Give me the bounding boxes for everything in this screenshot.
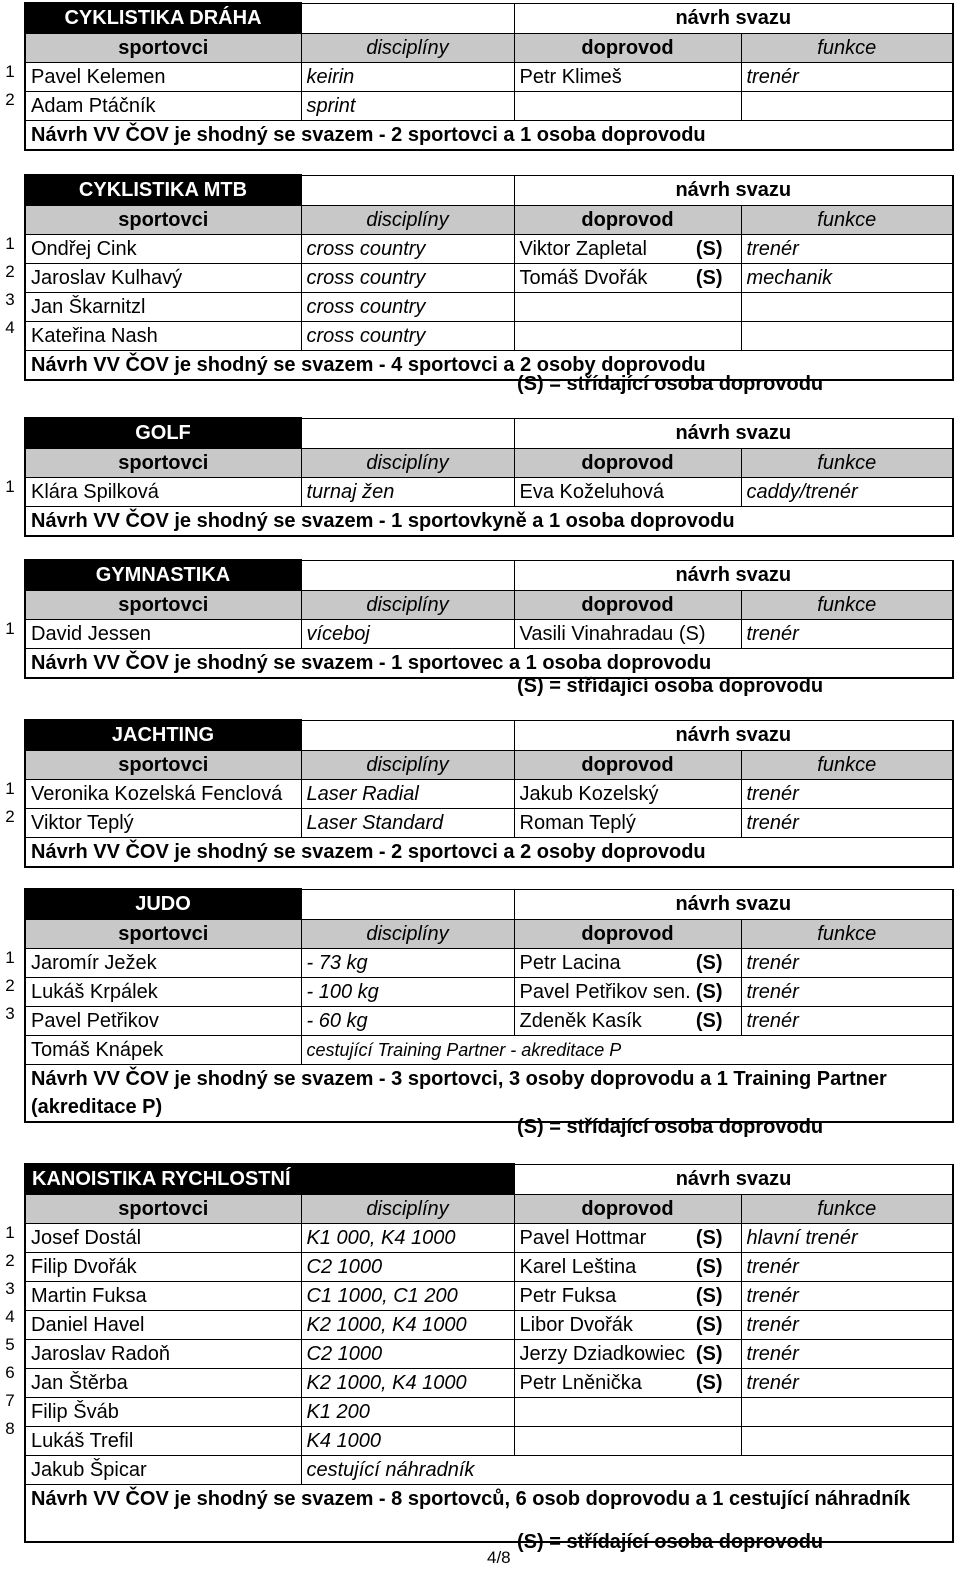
header-funkce: funkce xyxy=(741,33,953,63)
row-number: 1 xyxy=(5,62,15,81)
column-header-row xyxy=(25,590,953,620)
row-number: 1 xyxy=(5,477,15,496)
header-discipliny: disciplíny xyxy=(301,448,514,478)
row-number: 8 xyxy=(5,1419,15,1438)
row-number: 1 xyxy=(5,779,15,798)
header-funkce: funkce xyxy=(741,750,953,780)
athlete-name: Pavel Kelemen xyxy=(25,63,301,92)
extra-note: cestující Training Partner - akreditace P xyxy=(301,1036,953,1065)
navrh-svazu-label: návrh svazu xyxy=(514,720,953,750)
table-row xyxy=(25,1311,953,1340)
escort: Roman Teplý xyxy=(514,809,741,838)
row-number: 7 xyxy=(5,1391,15,1410)
escort xyxy=(514,1398,741,1427)
section-title: GOLF xyxy=(25,418,301,448)
athlete-name: Filip Dvořák xyxy=(25,1253,301,1282)
substitute-legend: (S) = střídající osoba doprovodu xyxy=(517,373,824,395)
header-sportovci: sportovci xyxy=(25,1194,301,1224)
role: trenér xyxy=(741,1369,953,1398)
discipline: víceboj xyxy=(301,620,514,649)
escort: Vasili Vinahradau (S) xyxy=(514,620,741,649)
table-row xyxy=(25,1340,953,1369)
substitute-mark: (S) xyxy=(695,1285,723,1307)
row-number: 3 xyxy=(5,1004,15,1023)
section-title: GYMNASTIKA xyxy=(25,560,301,590)
row-number: 4 xyxy=(5,1307,15,1326)
title-row xyxy=(25,3,953,33)
athlete-name: Jan Štěrba xyxy=(25,1369,301,1398)
escort: Petr Klimeš xyxy=(514,63,741,92)
navrh-svazu-label: návrh svazu xyxy=(514,1164,953,1194)
escort-name: Petr Lacina xyxy=(519,952,621,974)
row-number: 6 xyxy=(5,1363,15,1382)
escort xyxy=(514,1253,741,1282)
section-table xyxy=(24,2,954,151)
discipline: K1 200 xyxy=(301,1398,514,1427)
role: trenér xyxy=(741,1282,953,1311)
row-number: 2 xyxy=(5,262,15,281)
table-row xyxy=(25,620,953,649)
escort xyxy=(514,293,741,322)
title-row xyxy=(25,889,953,919)
discipline: Laser Standard xyxy=(301,809,514,838)
discipline: K2 1000, K4 1000 xyxy=(301,1369,514,1398)
summary-text: Návrh VV ČOV je shodný se svazem - 2 sportovci a 2 osoby doprovodu xyxy=(25,838,953,868)
escort xyxy=(514,1007,741,1036)
table-row-extra xyxy=(25,1036,953,1065)
navrh-svazu-label: návrh svazu xyxy=(514,3,953,33)
header-doprovod: doprovod xyxy=(514,1194,741,1224)
escort-name: Libor Dvořák xyxy=(519,1314,633,1336)
escort xyxy=(514,92,741,121)
title-blank-cell xyxy=(301,175,514,205)
escort xyxy=(514,1311,741,1340)
section-title: JUDO xyxy=(25,889,301,919)
column-header-row xyxy=(25,919,953,949)
escort-name: Viktor Zapletal xyxy=(519,238,647,260)
escort xyxy=(514,1224,741,1253)
table-row xyxy=(25,978,953,1007)
substitute-mark: (S) xyxy=(695,1227,723,1249)
header-doprovod: doprovod xyxy=(514,919,741,949)
role: trenér xyxy=(741,978,953,1007)
header-discipliny: disciplíny xyxy=(301,750,514,780)
discipline: cross country xyxy=(301,322,514,351)
substitute-legend: (S) = střídající osoba doprovodu xyxy=(517,675,824,697)
navrh-svazu-label: návrh svazu xyxy=(514,889,953,919)
header-funkce: funkce xyxy=(741,205,953,235)
header-doprovod: doprovod xyxy=(514,750,741,780)
header-funkce: funkce xyxy=(741,919,953,949)
title-row xyxy=(25,175,953,205)
section-title: KANOISTIKA RYCHLOSTNÍ xyxy=(25,1164,514,1194)
role: trenér xyxy=(741,235,953,264)
table-row xyxy=(25,1282,953,1311)
discipline: C2 1000 xyxy=(301,1340,514,1369)
table-row xyxy=(25,949,953,978)
title-blank-cell xyxy=(301,889,514,919)
substitute-mark: (S) xyxy=(695,1372,723,1394)
summary-row xyxy=(25,121,953,151)
athlete-name: Jan Škarnitzl xyxy=(25,293,301,322)
section-title: CYKLISTIKA MTB xyxy=(25,175,301,205)
discipline: K4 1000 xyxy=(301,1427,514,1456)
athlete-name: Pavel Petřikov xyxy=(25,1007,301,1036)
table-row xyxy=(25,1369,953,1398)
table-row xyxy=(25,63,953,92)
escort-name: Petr Lněnička xyxy=(519,1372,642,1394)
extra-note: cestující náhradník xyxy=(301,1456,953,1485)
athlete-name: Filip Šváb xyxy=(25,1398,301,1427)
row-number: 1 xyxy=(5,234,15,253)
row-number: 1 xyxy=(5,948,15,967)
discipline: cross country xyxy=(301,293,514,322)
escort xyxy=(514,1282,741,1311)
substitute-mark: (S) xyxy=(695,238,723,260)
header-funkce: funkce xyxy=(741,448,953,478)
role: trenér xyxy=(741,949,953,978)
role: trenér xyxy=(741,63,953,92)
table-row xyxy=(25,809,953,838)
table-row xyxy=(25,1224,953,1253)
role xyxy=(741,92,953,121)
athlete-name: Klára Spilková xyxy=(25,478,301,507)
substitute-legend: (S) = střídající osoba doprovodu xyxy=(517,1531,824,1553)
substitute-mark: (S) xyxy=(695,1314,723,1336)
athlete-name: Lukáš Krpálek xyxy=(25,978,301,1007)
substitute-mark: (S) xyxy=(695,1256,723,1278)
discipline: K2 1000, K4 1000 xyxy=(301,1311,514,1340)
escort: Jakub Kozelský xyxy=(514,780,741,809)
row-number: 5 xyxy=(5,1335,15,1354)
header-sportovci: sportovci xyxy=(25,33,301,63)
escort-name: Pavel Petřikov sen. xyxy=(519,981,691,1003)
row-number: 2 xyxy=(5,976,15,995)
escort-name: Karel Leština xyxy=(519,1256,637,1278)
table-row-extra xyxy=(25,1456,953,1485)
header-doprovod: doprovod xyxy=(514,448,741,478)
athlete-name: Josef Dostál xyxy=(25,1224,301,1253)
role: caddy/trenér xyxy=(741,478,953,507)
athlete-name: David Jessen xyxy=(25,620,301,649)
role: trenér xyxy=(741,620,953,649)
role: trenér xyxy=(741,1311,953,1340)
discipline: - 100 kg xyxy=(301,978,514,1007)
page-number: 4/8 xyxy=(487,1548,511,1567)
role: trenér xyxy=(741,809,953,838)
athlete-name: Tomáš Knápek xyxy=(25,1036,301,1065)
table-row xyxy=(25,1398,953,1427)
title-row xyxy=(25,720,953,750)
athlete-name: Jaromír Ježek xyxy=(25,949,301,978)
summary-text: Návrh VV ČOV je shodný se svazem - 8 sportovců, 6 osob doprovodu a 1 cestující náhradník xyxy=(25,1485,953,1543)
discipline: keirin xyxy=(301,63,514,92)
discipline: cross country xyxy=(301,264,514,293)
header-doprovod: doprovod xyxy=(514,590,741,620)
substitute-mark: (S) xyxy=(695,981,723,1003)
table-row xyxy=(25,1253,953,1282)
header-funkce: funkce xyxy=(741,590,953,620)
navrh-svazu-label: návrh svazu xyxy=(514,418,953,448)
title-row xyxy=(25,560,953,590)
header-discipliny: disciplíny xyxy=(301,1194,514,1224)
navrh-svazu-label: návrh svazu xyxy=(514,560,953,590)
substitute-mark: (S) xyxy=(695,267,723,289)
athlete-name: Viktor Teplý xyxy=(25,809,301,838)
row-number: 1 xyxy=(5,1223,15,1242)
section-table xyxy=(24,559,954,679)
escort: Eva Koželuhová xyxy=(514,478,741,507)
athlete-name: Veronika Kozelská Fenclová xyxy=(25,780,301,809)
column-header-row xyxy=(25,1194,953,1224)
escort-name: Petr Fuksa xyxy=(519,1285,617,1307)
role: trenér xyxy=(741,1340,953,1369)
table-row xyxy=(25,293,953,322)
section-table xyxy=(24,719,954,868)
escort xyxy=(514,1340,741,1369)
role xyxy=(741,322,953,351)
athlete-name: Daniel Havel xyxy=(25,1311,301,1340)
escort xyxy=(514,235,741,264)
athlete-name: Jaroslav Radoň xyxy=(25,1340,301,1369)
role: trenér xyxy=(741,1007,953,1036)
role xyxy=(741,1427,953,1456)
row-number: 4 xyxy=(5,318,15,337)
summary-text: Návrh VV ČOV je shodný se svazem - 2 sportovci a 1 osoba doprovodu xyxy=(25,121,953,151)
substitute-mark: (S) xyxy=(695,1343,723,1365)
header-doprovod: doprovod xyxy=(514,205,741,235)
header-funkce: funkce xyxy=(741,1194,953,1224)
role xyxy=(741,293,953,322)
summary-text: Návrh VV ČOV je shodný se svazem - 4 sportovci a 2 osoby doprovodu xyxy=(25,351,953,381)
escort xyxy=(514,322,741,351)
escort-name: Pavel Hottmar xyxy=(519,1227,647,1249)
header-discipliny: disciplíny xyxy=(301,205,514,235)
row-number: 3 xyxy=(5,290,15,309)
escort xyxy=(514,264,741,293)
title-blank-cell xyxy=(301,720,514,750)
athlete-name: Martin Fuksa xyxy=(25,1282,301,1311)
header-sportovci: sportovci xyxy=(25,919,301,949)
table-row xyxy=(25,478,953,507)
substitute-legend: (S) = střídající osoba doprovodu xyxy=(517,1116,824,1138)
discipline: Laser Radial xyxy=(301,780,514,809)
header-sportovci: sportovci xyxy=(25,448,301,478)
title-blank-cell xyxy=(301,418,514,448)
escort xyxy=(514,1369,741,1398)
section-table xyxy=(24,888,954,1123)
discipline: K1 000, K4 1000 xyxy=(301,1224,514,1253)
discipline: C1 1000, C1 200 xyxy=(301,1282,514,1311)
athlete-name: Adam Ptáčník xyxy=(25,92,301,121)
column-header-row xyxy=(25,205,953,235)
escort xyxy=(514,949,741,978)
row-number: 1 xyxy=(5,619,15,638)
role: hlavní trenér xyxy=(741,1224,953,1253)
table-row xyxy=(25,92,953,121)
escort-name: Tomáš Dvořák xyxy=(519,267,648,289)
athlete-name: Ondřej Cink xyxy=(25,235,301,264)
summary-text: Návrh VV ČOV je shodný se svazem - 1 sportovkyně a 1 osoba doprovodu xyxy=(25,507,953,537)
row-number: 2 xyxy=(5,90,15,109)
row-number: 2 xyxy=(5,1251,15,1270)
header-sportovci: sportovci xyxy=(25,750,301,780)
summary-text: Návrh VV ČOV je shodný se svazem - 1 sportovec a 1 osoba doprovodu xyxy=(25,649,953,679)
section-title: CYKLISTIKA DRÁHA xyxy=(25,3,301,33)
title-row xyxy=(25,418,953,448)
column-header-row xyxy=(25,33,953,63)
section-title: JACHTING xyxy=(25,720,301,750)
navrh-svazu-label: návrh svazu xyxy=(514,175,953,205)
header-discipliny: disciplíny xyxy=(301,33,514,63)
athlete-name: Kateřina Nash xyxy=(25,322,301,351)
escort xyxy=(514,1427,741,1456)
row-number: 3 xyxy=(5,1279,15,1298)
table-row xyxy=(25,264,953,293)
role xyxy=(741,1398,953,1427)
athlete-name: Jaroslav Kulhavý xyxy=(25,264,301,293)
row-number: 2 xyxy=(5,807,15,826)
athlete-name: Lukáš Trefil xyxy=(25,1427,301,1456)
section-table xyxy=(24,174,954,381)
discipline: - 73 kg xyxy=(301,949,514,978)
title-blank-cell xyxy=(301,3,514,33)
column-header-row xyxy=(25,448,953,478)
substitute-mark: (S) xyxy=(695,1010,723,1032)
column-header-row xyxy=(25,750,953,780)
table-row xyxy=(25,1007,953,1036)
summary-text: Návrh VV ČOV je shodný se svazem - 3 sportovci, 3 osoby doprovodu a 1 Training Partner (akreditace P) xyxy=(25,1065,953,1123)
discipline: turnaj žen xyxy=(301,478,514,507)
escort-name: Zdeněk Kasík xyxy=(519,1010,642,1032)
discipline: C2 1000 xyxy=(301,1253,514,1282)
header-discipliny: disciplíny xyxy=(301,919,514,949)
header-sportovci: sportovci xyxy=(25,205,301,235)
title-blank-cell xyxy=(301,560,514,590)
role: trenér xyxy=(741,1253,953,1282)
discipline: - 60 kg xyxy=(301,1007,514,1036)
role: mechanik xyxy=(741,264,953,293)
escort-name: Jerzy Dziadkowiec xyxy=(519,1343,686,1365)
header-discipliny: disciplíny xyxy=(301,590,514,620)
discipline: cross country xyxy=(301,235,514,264)
header-doprovod: doprovod xyxy=(514,33,741,63)
table-row xyxy=(25,780,953,809)
table-row xyxy=(25,235,953,264)
table-row xyxy=(25,322,953,351)
section-table xyxy=(24,417,954,537)
role: trenér xyxy=(741,780,953,809)
header-sportovci: sportovci xyxy=(25,590,301,620)
escort xyxy=(514,978,741,1007)
table-row xyxy=(25,1427,953,1456)
summary-row xyxy=(25,838,953,868)
substitute-mark: (S) xyxy=(695,952,723,974)
athlete-name: Jakub Špicar xyxy=(25,1456,301,1485)
discipline: sprint xyxy=(301,92,514,121)
title-row xyxy=(25,1164,953,1194)
summary-row xyxy=(25,507,953,537)
section-table xyxy=(24,1163,954,1543)
